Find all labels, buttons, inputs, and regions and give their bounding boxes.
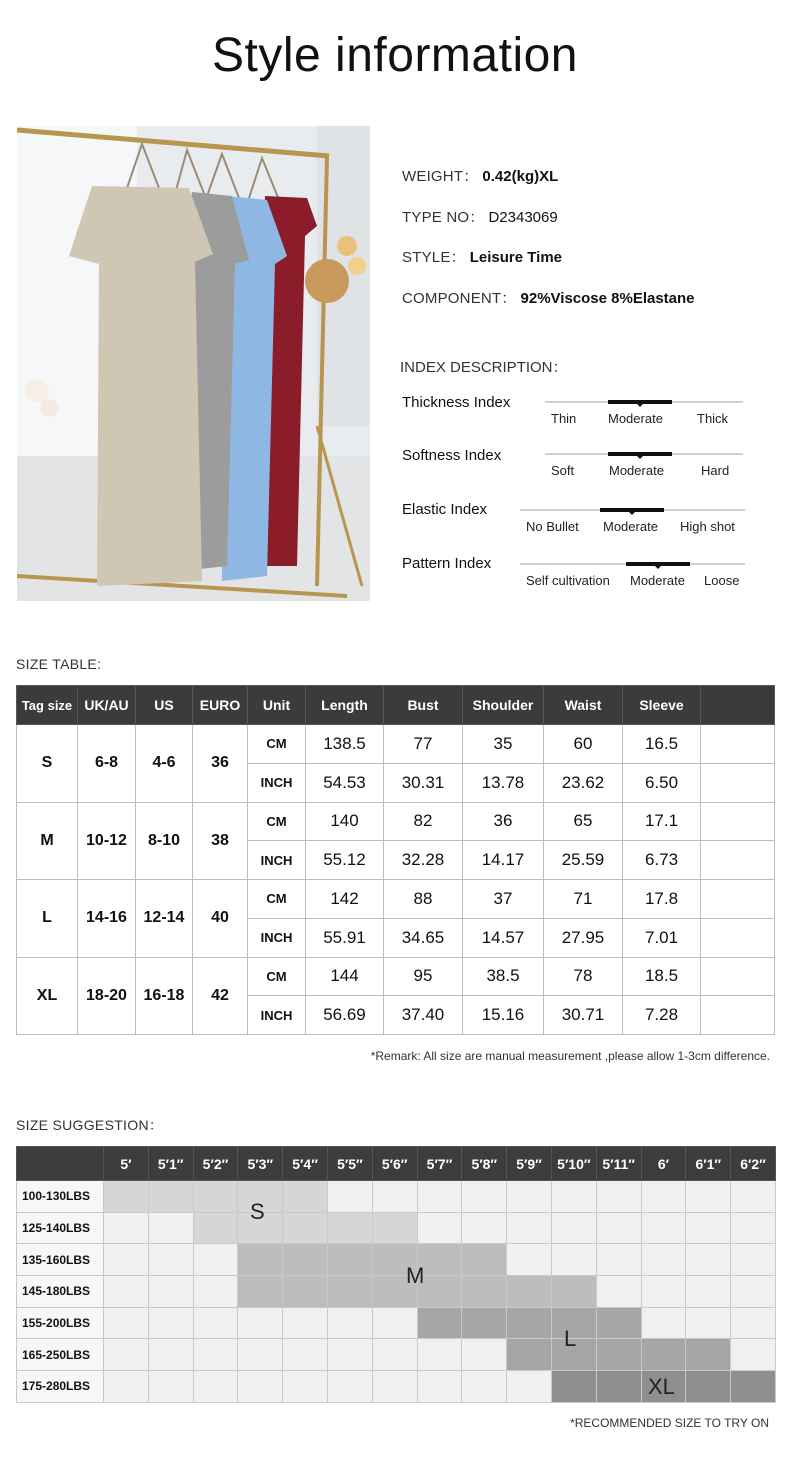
weight-label: WEIGHT： xyxy=(402,168,479,185)
grid-cell xyxy=(551,1371,596,1403)
elastic-option-high-shot: High shot xyxy=(680,519,735,534)
table-row xyxy=(17,1276,776,1308)
style-label: STYLE： xyxy=(402,249,466,266)
weight-label: 100-130LBS xyxy=(17,1181,104,1213)
empty-cell xyxy=(701,880,775,919)
pattern-option-loose: Loose xyxy=(704,573,740,588)
sleeve-cell: 6.50 xyxy=(623,763,701,802)
bust-cell: 77 xyxy=(384,725,463,764)
header-empty xyxy=(701,686,775,725)
thickness-option-moderate: Moderate xyxy=(608,411,663,426)
unit-cell: CM xyxy=(248,802,306,841)
grid-cell xyxy=(731,1307,776,1339)
length-cell: 142 xyxy=(306,880,384,919)
us-cell: 12-14 xyxy=(136,880,193,958)
grid-cell xyxy=(507,1276,552,1308)
us-cell: 8-10 xyxy=(136,802,193,880)
euro-cell: 36 xyxy=(193,725,248,803)
height-header: 5′9″ xyxy=(507,1147,552,1181)
elastic-option-moderate: Moderate xyxy=(603,519,658,534)
sleeve-cell: 7.01 xyxy=(623,918,701,957)
grid-cell xyxy=(372,1371,417,1403)
grid-cell xyxy=(148,1339,193,1371)
header-unit: Unit xyxy=(248,686,306,725)
weight-label: 175-280LBS xyxy=(17,1371,104,1403)
table-row xyxy=(17,1339,776,1371)
grid-cell xyxy=(372,1307,417,1339)
grid-cell xyxy=(283,1181,328,1213)
thickness-option-thin: Thin xyxy=(551,411,577,426)
table-row xyxy=(17,1181,776,1213)
size-table-header-row xyxy=(17,686,775,725)
weight-label: 155-200LBS xyxy=(17,1307,104,1339)
shoulder-cell: 15.16 xyxy=(463,996,544,1035)
height-header: 5′8″ xyxy=(462,1147,507,1181)
grid-cell xyxy=(327,1276,372,1308)
length-cell: 54.53 xyxy=(306,763,384,802)
waist-cell: 71 xyxy=(544,880,623,919)
grid-cell xyxy=(238,1307,283,1339)
header-waist: Waist xyxy=(544,686,623,725)
grid-cell xyxy=(104,1371,149,1403)
grid-cell xyxy=(148,1181,193,1213)
grid-cell xyxy=(686,1181,731,1213)
grid-cell xyxy=(462,1212,507,1244)
grid-cell xyxy=(283,1371,328,1403)
component-value: 92%Viscose 8%Elastane xyxy=(520,290,695,307)
us-cell: 4-6 xyxy=(136,725,193,803)
shoulder-cell: 14.17 xyxy=(463,841,544,880)
grid-cell xyxy=(507,1307,552,1339)
grid-cell xyxy=(417,1307,462,1339)
us-cell: 16-18 xyxy=(136,957,193,1035)
grid-cell xyxy=(686,1307,731,1339)
grid-cell xyxy=(148,1276,193,1308)
elastic-selected-marker xyxy=(600,508,664,512)
sleeve-cell: 17.8 xyxy=(623,880,701,919)
grid-cell xyxy=(104,1244,149,1276)
thickness-index-label: Thickness Index xyxy=(402,394,511,411)
grid-cell xyxy=(641,1181,686,1213)
grid-cell xyxy=(686,1371,731,1403)
unit-cell: CM xyxy=(248,957,306,996)
height-header: 5′5″ xyxy=(327,1147,372,1181)
grid-cell xyxy=(238,1276,283,1308)
zone-label-s: S xyxy=(250,1199,265,1224)
shoulder-cell: 37 xyxy=(463,880,544,919)
size-table xyxy=(16,685,775,1035)
euro-cell: 42 xyxy=(193,957,248,1035)
grid-cell xyxy=(507,1371,552,1403)
table-row xyxy=(17,725,775,764)
header-corner xyxy=(17,1147,104,1181)
grid-cell xyxy=(148,1212,193,1244)
table-row xyxy=(17,1307,776,1339)
shoulder-cell: 35 xyxy=(463,725,544,764)
waist-cell: 30.71 xyxy=(544,996,623,1035)
grid-cell xyxy=(731,1181,776,1213)
length-cell: 144 xyxy=(306,957,384,996)
waist-cell: 23.62 xyxy=(544,763,623,802)
elastic-option-no-bullet: No Bullet xyxy=(526,519,579,534)
grid-cell xyxy=(283,1276,328,1308)
grid-cell xyxy=(551,1244,596,1276)
grid-cell xyxy=(193,1371,238,1403)
elastic-index-label: Elastic Index xyxy=(402,501,488,518)
length-cell: 140 xyxy=(306,802,384,841)
unit-cell: INCH xyxy=(248,763,306,802)
bust-cell: 32.28 xyxy=(384,841,463,880)
grid-cell xyxy=(596,1212,641,1244)
grid-cell xyxy=(327,1244,372,1276)
grid-cell xyxy=(372,1181,417,1213)
grid-cell xyxy=(238,1371,283,1403)
grid-cell xyxy=(596,1371,641,1403)
grid-cell xyxy=(193,1339,238,1371)
empty-cell xyxy=(701,918,775,957)
grid-cell xyxy=(283,1212,328,1244)
uk-au-cell: 18-20 xyxy=(78,957,136,1035)
length-cell: 55.12 xyxy=(306,841,384,880)
grid-cell xyxy=(238,1339,283,1371)
waist-cell: 60 xyxy=(544,725,623,764)
height-header: 5′ xyxy=(104,1147,149,1181)
weight-value: 0.42(kg)XL xyxy=(482,168,559,185)
pattern-index-label: Pattern Index xyxy=(402,555,492,572)
unit-cell: CM xyxy=(248,725,306,764)
pattern-option-moderate: Moderate xyxy=(630,573,685,588)
bust-cell: 34.65 xyxy=(384,918,463,957)
unit-cell: CM xyxy=(248,880,306,919)
header-us: US xyxy=(136,686,193,725)
size-suggestion-grid xyxy=(16,1146,776,1403)
sleeve-cell: 18.5 xyxy=(623,957,701,996)
bust-cell: 88 xyxy=(384,880,463,919)
header-length: Length xyxy=(306,686,384,725)
thickness-index-scale xyxy=(545,401,743,431)
header-shoulder: Shoulder xyxy=(463,686,544,725)
grid-cell xyxy=(641,1307,686,1339)
grid-cell xyxy=(327,1181,372,1213)
grid-cell xyxy=(462,1244,507,1276)
size-tag: M xyxy=(17,802,78,880)
length-cell: 55.91 xyxy=(306,918,384,957)
height-header: 5′3″ xyxy=(238,1147,283,1181)
grid-cell xyxy=(104,1276,149,1308)
grid-cell xyxy=(641,1276,686,1308)
grid-cell xyxy=(372,1339,417,1371)
pattern-option-self-cultivation: Self cultivation xyxy=(526,573,610,588)
table-row xyxy=(17,802,775,841)
softness-selected-marker xyxy=(608,452,672,456)
grid-cell xyxy=(596,1307,641,1339)
measurement-remark: *Remark: All size are manual measurement ,please allow 1-3cm difference. xyxy=(370,1049,770,1063)
height-header: 5′1″ xyxy=(148,1147,193,1181)
style-row xyxy=(402,246,562,267)
height-header: 6′2″ xyxy=(731,1147,776,1181)
sleeve-cell: 17.1 xyxy=(623,802,701,841)
grid-cell xyxy=(551,1212,596,1244)
size-suggestion-header-row xyxy=(17,1147,776,1181)
length-cell: 56.69 xyxy=(306,996,384,1035)
grid-cell xyxy=(686,1276,731,1308)
grid-cell xyxy=(462,1181,507,1213)
empty-cell xyxy=(701,957,775,996)
weight-label: 145-180LBS xyxy=(17,1276,104,1308)
waist-cell: 78 xyxy=(544,957,623,996)
uk-au-cell: 10-12 xyxy=(78,802,136,880)
softness-option-moderate: Moderate xyxy=(609,463,664,478)
sleeve-cell: 6.73 xyxy=(623,841,701,880)
grid-cell xyxy=(596,1244,641,1276)
grid-cell xyxy=(372,1212,417,1244)
zone-label-m: M xyxy=(406,1263,425,1288)
height-header: 5′2″ xyxy=(193,1147,238,1181)
grid-cell xyxy=(596,1276,641,1308)
weight-label: 125-140LBS xyxy=(17,1212,104,1244)
grid-cell xyxy=(641,1212,686,1244)
grid-cell xyxy=(731,1371,776,1403)
height-header: 6′ xyxy=(641,1147,686,1181)
header-uk-au: UK/AU xyxy=(78,686,136,725)
pattern-selected-marker xyxy=(626,562,690,566)
table-row xyxy=(17,880,775,919)
length-cell: 138.5 xyxy=(306,725,384,764)
euro-cell: 38 xyxy=(193,802,248,880)
header-sleeve: Sleeve xyxy=(623,686,701,725)
grid-cell xyxy=(462,1339,507,1371)
header-euro: EURO xyxy=(193,686,248,725)
softness-option-hard: Hard xyxy=(701,463,730,478)
thickness-option-thick: Thick xyxy=(697,411,729,426)
empty-cell xyxy=(701,725,775,764)
shoulder-cell: 13.78 xyxy=(463,763,544,802)
page-title: Style information xyxy=(212,29,578,82)
grid-cell xyxy=(104,1307,149,1339)
table-row xyxy=(17,1244,776,1276)
grid-cell xyxy=(462,1307,507,1339)
shoulder-cell: 36 xyxy=(463,802,544,841)
bust-cell: 37.40 xyxy=(384,996,463,1035)
header-bust: Bust xyxy=(384,686,463,725)
waist-cell: 65 xyxy=(544,802,623,841)
softness-option-soft: Soft xyxy=(551,463,575,478)
waist-cell: 25.59 xyxy=(544,841,623,880)
grid-cell xyxy=(193,1276,238,1308)
thickness-selected-marker xyxy=(608,400,672,404)
pattern-index-scale xyxy=(520,563,745,593)
grid-cell xyxy=(551,1181,596,1213)
elastic-index-scale xyxy=(520,509,745,539)
grid-cell xyxy=(283,1339,328,1371)
grid-cell xyxy=(462,1371,507,1403)
grid-cell xyxy=(283,1244,328,1276)
sleeve-cell: 7.28 xyxy=(623,996,701,1035)
waist-cell: 27.95 xyxy=(544,918,623,957)
grid-cell xyxy=(507,1244,552,1276)
size-table-label: SIZE TABLE: xyxy=(16,656,102,672)
grid-cell xyxy=(193,1244,238,1276)
grid-cell xyxy=(686,1339,731,1371)
grid-cell xyxy=(596,1181,641,1213)
grid-cell xyxy=(731,1339,776,1371)
uk-au-cell: 14-16 xyxy=(78,880,136,958)
grid-cell xyxy=(327,1212,372,1244)
empty-cell xyxy=(701,763,775,802)
weight-row xyxy=(402,165,558,186)
grid-cell xyxy=(686,1244,731,1276)
empty-cell xyxy=(701,996,775,1035)
grid-cell xyxy=(641,1244,686,1276)
empty-cell xyxy=(701,802,775,841)
product-photo xyxy=(17,126,370,601)
height-header: 5′11″ xyxy=(596,1147,641,1181)
grid-cell xyxy=(148,1371,193,1403)
grid-cell xyxy=(641,1339,686,1371)
grid-cell xyxy=(507,1212,552,1244)
unit-cell: INCH xyxy=(248,841,306,880)
table-row xyxy=(17,1212,776,1244)
grid-cell xyxy=(417,1181,462,1213)
shoulder-cell: 14.57 xyxy=(463,918,544,957)
grid-cell xyxy=(104,1339,149,1371)
grid-cell xyxy=(104,1181,149,1213)
grid-cell xyxy=(327,1371,372,1403)
uk-au-cell: 6-8 xyxy=(78,725,136,803)
sleeve-cell: 16.5 xyxy=(623,725,701,764)
grid-cell xyxy=(417,1371,462,1403)
zone-label-xl: XL xyxy=(648,1374,675,1399)
grid-cell xyxy=(731,1244,776,1276)
unit-cell: INCH xyxy=(248,918,306,957)
softness-index-scale xyxy=(545,453,743,483)
size-suggestion-label: SIZE SUGGESTION： xyxy=(16,1117,164,1133)
size-tag: XL xyxy=(17,957,78,1035)
type-no-label: TYPE NO： xyxy=(402,209,485,226)
empty-cell xyxy=(701,841,775,880)
grid-cell xyxy=(327,1339,372,1371)
weight-label: 135-160LBS xyxy=(17,1244,104,1276)
unit-cell: INCH xyxy=(248,996,306,1035)
grid-cell xyxy=(596,1339,641,1371)
bust-cell: 82 xyxy=(384,802,463,841)
weight-label: 165-250LBS xyxy=(17,1339,104,1371)
grid-cell xyxy=(417,1339,462,1371)
bust-cell: 30.31 xyxy=(384,763,463,802)
component-row xyxy=(402,287,695,308)
grid-cell xyxy=(193,1212,238,1244)
grid-cell xyxy=(104,1212,149,1244)
zone-label-l: L xyxy=(564,1326,577,1351)
grid-cell xyxy=(686,1212,731,1244)
height-header: 5′10″ xyxy=(551,1147,596,1181)
euro-cell: 40 xyxy=(193,880,248,958)
shoulder-cell: 38.5 xyxy=(463,957,544,996)
height-header: 5′4″ xyxy=(283,1147,328,1181)
height-header: 6′1″ xyxy=(686,1147,731,1181)
softness-index-label: Softness Index xyxy=(402,447,502,464)
recommend-note: *RECOMMENDED SIZE TO TRY ON xyxy=(570,1416,769,1430)
size-tag: L xyxy=(17,880,78,958)
table-row xyxy=(17,957,775,996)
type-no-row xyxy=(402,206,558,227)
height-header: 5′6″ xyxy=(372,1147,417,1181)
header-tag-size: Tag size xyxy=(17,686,78,725)
grid-cell xyxy=(417,1212,462,1244)
style-value: Leisure Time xyxy=(469,249,562,266)
bust-cell: 95 xyxy=(384,957,463,996)
grid-cell xyxy=(283,1307,328,1339)
size-tag: S xyxy=(17,725,78,803)
grid-cell xyxy=(327,1307,372,1339)
grid-cell xyxy=(507,1181,552,1213)
grid-cell xyxy=(731,1212,776,1244)
type-no-value: D2343069 xyxy=(488,209,558,226)
index-description-heading: INDEX DESCRIPTION： xyxy=(400,359,568,376)
grid-cell xyxy=(193,1307,238,1339)
component-label: COMPONENT： xyxy=(402,290,517,307)
grid-cell xyxy=(193,1181,238,1213)
grid-cell xyxy=(507,1339,552,1371)
height-header: 5′7″ xyxy=(417,1147,462,1181)
grid-cell xyxy=(148,1244,193,1276)
grid-cell xyxy=(148,1307,193,1339)
grid-cell xyxy=(238,1244,283,1276)
grid-cell xyxy=(462,1276,507,1308)
grid-cell xyxy=(551,1276,596,1308)
grid-cell xyxy=(731,1276,776,1308)
